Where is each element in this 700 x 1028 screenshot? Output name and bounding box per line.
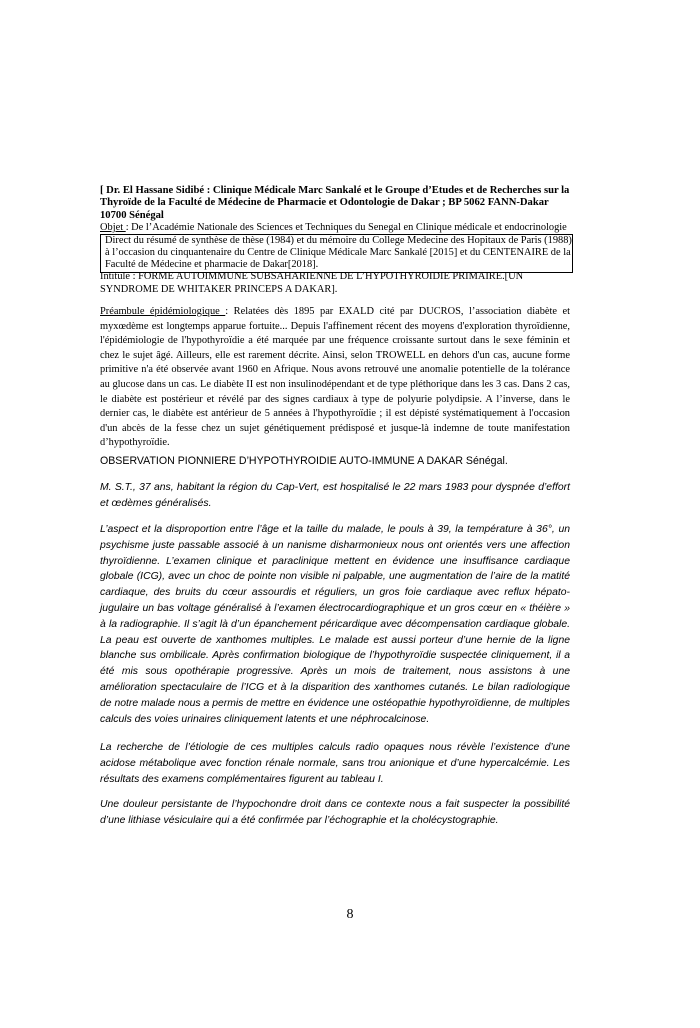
boxed-note: Direct du résumé de synthèse de thèse (1984) et du mémoire du College Medecine des Hopitaux de Paris (1988) à l’occasion du cinquantenaire du Centre de Clinique Médicale Marc Sankalé [2015] et du CENTENAIRE de la Faculté de Médecine et pharmacie de Dakar[2018]. [100,234,573,273]
page-number: 8 [346,907,354,922]
objet-label: Objet [100,222,126,233]
observation-paragraph-1: M. S.T., 37 ans, habitant la région du Cap-Vert, est hospitalisé le 22 mars 1983 pour dyspnée d’effort et œdèmes généralisés. [100,482,570,509]
observation-title: OBSERVATION PIONNIERE D’HYPOTHYROIDIE AUTO-IMMUNE A DAKAR Sénégal. [100,455,508,467]
objet-line [100,222,575,234]
author-affiliation: [ Dr. El Hassane Sidibé : Clinique Médicale Marc Sankalé et le Groupe d’Etudes et de Recherches sur la Thyroïde de la Faculté de Médecine de Pharmacie et Odontologie de Dakar ; BP 5062 FANN-Dakar 10700 Sénégal [100,185,570,221]
preambule-text: : Relatées dès 1895 par EXALD cité par DUCROS, l’association diabète et myxœdème est longtemps apparue fortuite... Depuis l'affinement récent des moyens d'exploration thyroïdienne, l'épidémiologie de l'hypothyroïdie a été marquée par une fréquence croissante surtout dans le sexe féminin et chez le sujet âgé. Ailleurs, elle est rarement décrite. Ainsi, selon TROWELL en dehors d'un cas, aucune forme primitive n'a été observée avant 1960 en Afrique. Nous avons retrouvé une anomalie potentielle de la tolérance au glucose dans un cas. Le diabète II est non insulinodépendant et de type pléthorique dans les 3 cas. Dans 2 cas, le diabète est postérieur et révélé par des signes cardiaux à type de polyurie polydipsie. A l’inverse, dans le dernier cas, le diabète est antérieur de 5 années à l'hypothyroïdie ; il est dépisté systématiquement à l'occasion d'un abcès de la fesse chez un sujet génétiquement prédisposé et jusque-là indemne de toute manifestation d’hypothyroïdie. [100,306,570,449]
intitule: Intitule : FORME AUTOIMMUNE SUBSAHARIENNE DE L’HYPOTHYROIDIE PRIMAIRE.[UN SYNDROME DE WHITAKER PRINCEPS A DAKAR]. [100,271,524,296]
objet-text: : De l’Académie Nationale des Sciences et Techniques du Senegal en Clinique médicale et endocrinologie [125,222,567,233]
preambule-label: Préambule épidémiologique [100,306,226,317]
observation-paragraph-4: Une douleur persistante de l’hypochondre droit dans ce contexte nous a fait suspecter la possibilité d’une lithiase vésiculaire qui a été confirmée par l’échographie et la cholécystographie. [100,799,570,826]
observation-paragraph-2: L’aspect et la disproportion entre l’âge et la taille du malade, le pouls à 39, la température à 36°, un psychisme juste passable associé à un nanisme disharmonieux nous ont orientés vers une affection thyroïdienne. L’examen clinique et paraclinique mettent en évidence une insuffisance cardiaque globale (ICG), avec un choc de pointe non visible ni palpable, une augmentation de l’aire de la matité cardiaque, des bruits du cœur assourdis et réguliers, un gros foie cardiaque avec reflux hépato-jugulaire un bas voltage généralisé à l’examen électrocardiographique et un gros cœur en « théière » à la radiographie. Il s’agit là d’un épanchement péricardique avec décompensation cardiaque globale. La peau est ouverte de xanthomes multiples. Le malade est aussi porteur d’une hernie de la ligne blanche sus ombilicale. Après confirmation biologique de l’hypothyroïdie suspectée cliniquement, il a été mis sous opothérapie progressive. Après un mois de traitement, nous assistons à une amélioration spectaculaire de l’ICG et à la disparition des xanthomes cutanés. Le bilan radiologique de notre malade nous a permis de mettre en évidence une ostéopathie hypothyroïdienne, de multiples calculs des voies urinaires cliniquement latents et une néphrocalcinose. [100,524,570,725]
preambule-paragraph [100,305,570,451]
observation-paragraph-3: La recherche de l’étiologie de ces multiples calculs radio opaques nous révèle l’existence d’une acidose métabolique avec fonction rénale normale, sans trou anionique et d’une hypercalcémie. Les résultats des examens complémentaires figurent au tableau I. [100,742,570,785]
